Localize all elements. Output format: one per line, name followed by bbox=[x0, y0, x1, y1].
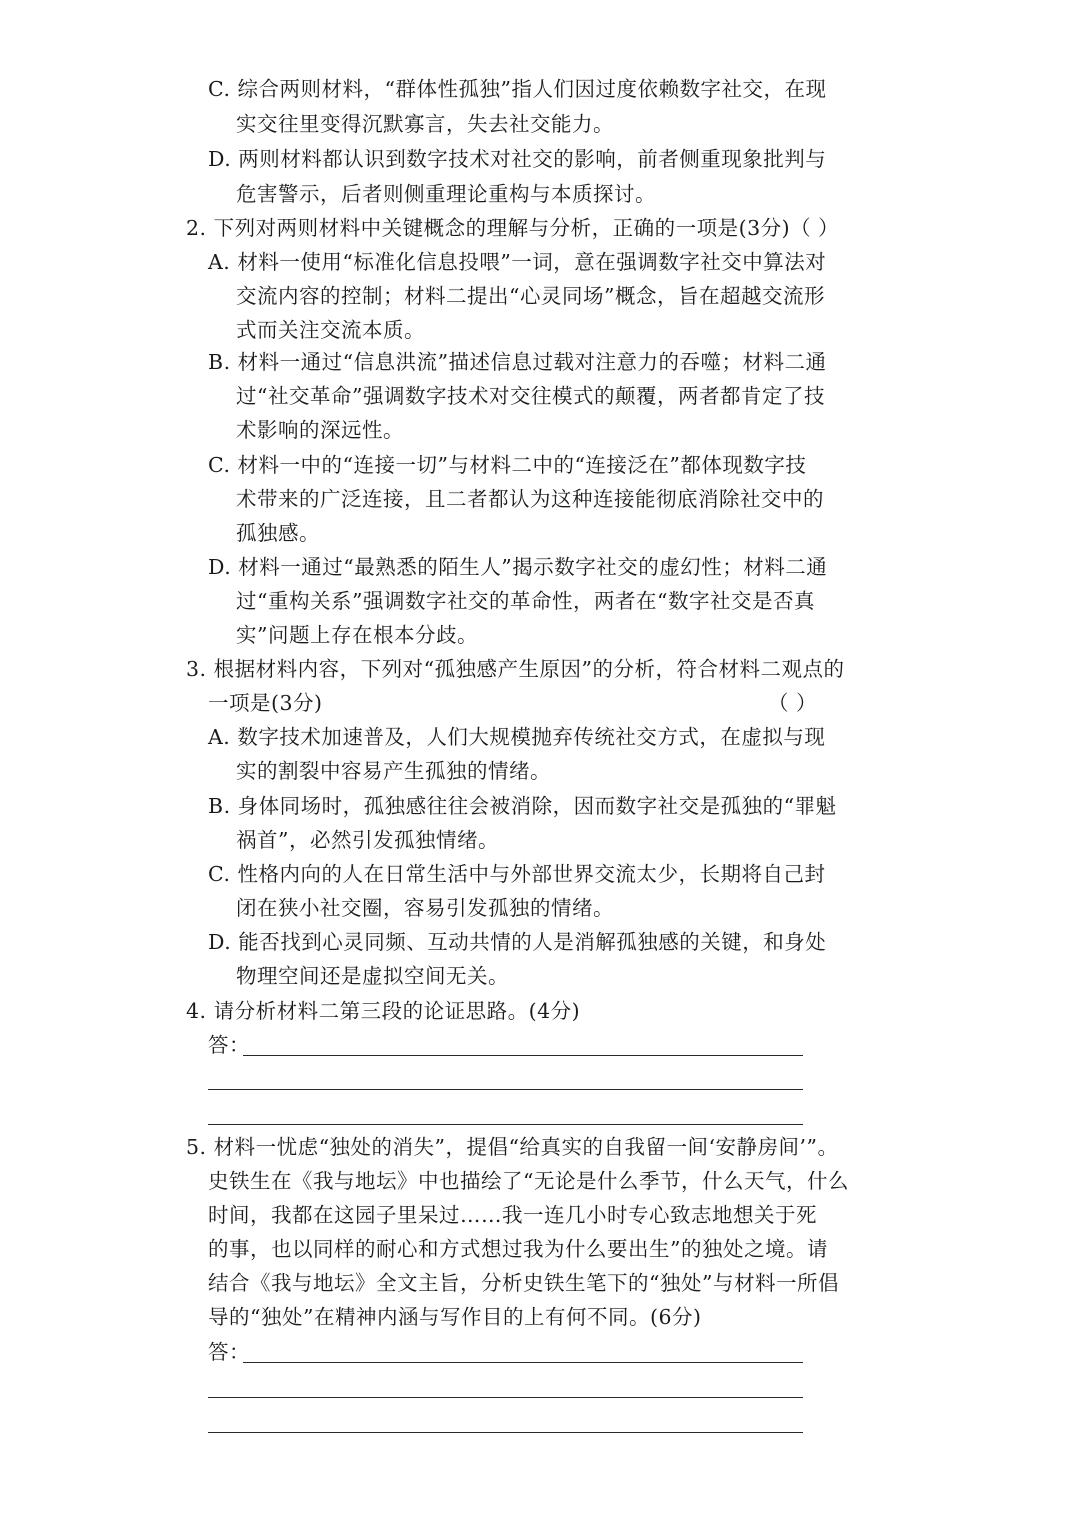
q2-option-d-line2: 过“重构关系”强调数字社交的革命性，两者在“数字社交是否真 bbox=[236, 589, 815, 613]
q3-option-d-line2: 物理空间还是虚拟空间无关。 bbox=[236, 964, 509, 988]
q2-option-b-line2: 过“社交革命”强调数字技术对交往模式的颠覆，两者都肯定了技 bbox=[236, 384, 825, 408]
q3-option-b-line1: B. 身体同场时，孤独感往往会被消除，因而数字社交是孤独的“罪魁 bbox=[208, 794, 837, 818]
q2-option-d-line3: 实”问题上存在根本分歧。 bbox=[236, 623, 478, 647]
q3-option-c-line1: C. 性格内向的人在日常生活中与外部世界交流太少，长期将自己封 bbox=[208, 862, 826, 886]
q5-answer-line-2[interactable] bbox=[208, 1397, 803, 1398]
q4-answer-line-1[interactable] bbox=[243, 1055, 803, 1056]
q3-stem-line2: 一项是(3分) bbox=[208, 691, 323, 715]
q1-option-d-line2: 危害警示，后者则侧重理论重构与本质探讨。 bbox=[236, 182, 656, 206]
q3-option-a-line2: 实的割裂中容易产生孤独的情绪。 bbox=[236, 759, 551, 783]
q3-option-c-line2: 闭在狭小社交圈，容易引发孤独的情绪。 bbox=[236, 896, 614, 920]
q1-option-d-line1: D. 两则材料都认识到数字技术对社交的影响，前者侧重现象批判与 bbox=[208, 147, 827, 171]
q5-stem-line2: 史铁生在《我与地坛》中也描绘了“无论是什么季节，什么天气，什么 bbox=[208, 1169, 849, 1193]
q4-answer-label: 答： bbox=[208, 1033, 250, 1057]
q2-option-b-line1: B. 材料一通过“信息洪流”描述信息过载对注意力的吞噬；材料二通 bbox=[208, 350, 827, 374]
q4-stem: 4. 请分析材料二第三段的论证思路。(4分) bbox=[186, 999, 581, 1023]
q1-option-c-line1: C. 综合两则材料，“群体性孤独”指人们因过度依赖数字社交，在现 bbox=[208, 77, 827, 101]
q5-stem-line1: 5. 材料一忧虑“独处的消失”，提倡“给真实的自我留一间‘安静房间’”。 bbox=[186, 1135, 839, 1159]
q1-option-c-line2: 实交往里变得沉默寡言，失去社交能力。 bbox=[236, 112, 614, 136]
q5-answer-label: 答： bbox=[208, 1340, 250, 1364]
q5-stem-line3: 时间，我都在这园子里呆过……我一连几小时专心致志地想关于死 bbox=[208, 1203, 817, 1227]
q3-answer-bracket: （ ） bbox=[768, 691, 818, 715]
q2-option-d-line1: D. 材料一通过“最熟悉的陌生人”揭示数字社交的虚幻性；材料二通 bbox=[208, 555, 828, 579]
q2-option-a-line3: 式而关注交流本质。 bbox=[236, 318, 425, 342]
q5-answer-line-1[interactable] bbox=[243, 1362, 803, 1363]
q2-option-c-line2: 术带来的广泛连接，且二者都认为这种连接能彻底消除社交中的 bbox=[236, 487, 824, 511]
q5-stem-line5: 结合《我与地坛》全文主旨，分析史铁生笔下的“独处”与材料一所倡 bbox=[208, 1271, 839, 1295]
q2-option-a-line2: 交流内容的控制；材料二提出“心灵同场”概念，旨在超越交流形 bbox=[236, 284, 825, 308]
q2-option-c-line1: C. 材料一中的“连接一切”与材料二中的“连接泛在”都体现数字技 bbox=[208, 453, 807, 477]
q3-option-d-line1: D. 能否找到心灵同频、互动共情的人是消解孤独感的关键，和身处 bbox=[208, 930, 827, 954]
q3-option-b-line2: 祸首”，必然引发孤独情绪。 bbox=[236, 828, 499, 852]
q2-stem: 2. 下列对两则材料中关键概念的理解与分析，正确的一项是(3分)（ ） bbox=[186, 216, 840, 240]
q3-stem-line1: 3. 根据材料内容，下列对“孤独感产生原因”的分析，符合材料二观点的 bbox=[186, 657, 845, 681]
q3-option-a-line1: A. 数字技术加速普及，人们大规模抛弃传统社交方式，在虚拟与现 bbox=[208, 725, 826, 749]
q5-stem-line4: 的事，也以同样的耐心和方式想过我为什么要出生”的独处之境。请 bbox=[208, 1237, 828, 1261]
q2-option-b-line3: 术影响的深远性。 bbox=[236, 418, 404, 442]
q2-option-a-line1: A. 材料一使用“标准化信息投喂”一词，意在强调数字社交中算法对 bbox=[208, 250, 827, 274]
q2-option-c-line3: 孤独感。 bbox=[236, 521, 320, 545]
q4-answer-line-2[interactable] bbox=[208, 1089, 803, 1090]
q4-answer-line-3[interactable] bbox=[208, 1124, 803, 1125]
q5-stem-line6: 导的“独处”在精神内涵与写作目的上有何不同。(6分) bbox=[208, 1305, 702, 1329]
q5-answer-line-3[interactable] bbox=[208, 1432, 803, 1433]
